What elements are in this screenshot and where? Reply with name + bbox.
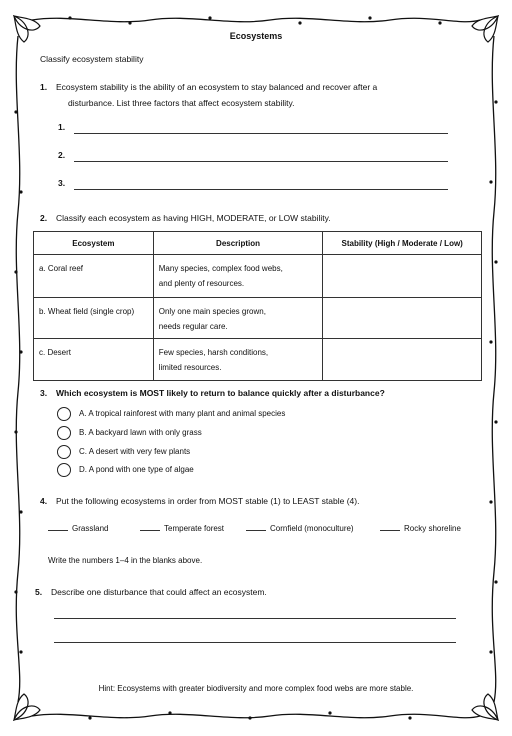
ecosystem-cell: b. Wheat field (single crop) [34,298,154,339]
radio-circle[interactable] [57,407,71,421]
question-text: Describe one disturbance that could affect an ecosystem. [51,587,267,597]
question-5 [35,584,267,600]
description-cell: Many species, complex food webs, and plenty of resources. [153,255,323,298]
table-header-row [34,232,482,255]
stability-answer-cell[interactable] [323,298,482,339]
answer-line[interactable] [74,161,448,162]
ecosystem-cell: a. Coral reef [34,255,154,298]
question-text: Which ecosystem is MOST likely to return to balance quickly after a disturbance? [56,388,385,398]
question-text: Classify each ecosystem as having HIGH, MODERATE, or LOW stability. [56,213,331,223]
order-item-cornfield[interactable]: Cornfield (monoculture) [246,524,354,533]
question-text-continued: disturbance. List three factors that affect ecosystem stability. [68,98,295,108]
order-item-grassland[interactable]: Grassland [48,524,108,533]
question-4 [40,493,359,509]
question-number: 4. [40,496,48,506]
order-blank[interactable] [140,530,160,531]
header-description: Description [153,232,323,255]
order-item-rocky-shoreline[interactable]: Rocky shoreline [380,524,461,533]
question-2 [40,210,331,226]
order-blank[interactable] [48,530,68,531]
question-text: Ecosystem stability is the ability of an ecosystem to stay balanced and recover after a [56,82,378,92]
question-number: 3. [40,388,48,398]
header-stability: Stability (High / Moderate / Low) [323,232,482,255]
radio-circle[interactable] [57,463,71,477]
order-blank[interactable] [380,530,400,531]
header-ecosystem: Ecosystem [34,232,154,255]
worksheet-title: Ecosystems [229,31,283,41]
question-number: 2. [40,213,48,223]
table-row [34,339,482,381]
table-row [34,255,482,298]
ecosystem-table [33,231,482,381]
description-cell: Only one main species grown, needs regular care. [153,298,323,339]
radio-circle[interactable] [57,426,71,440]
instruction-note: Write the numbers 1–4 in the blanks above. [48,556,203,565]
answer-line[interactable] [74,133,448,134]
table-row [34,298,482,339]
answer-line[interactable] [74,189,448,190]
order-item-temperate-forest[interactable]: Temperate forest [140,524,224,533]
question-number: 5. [35,587,43,597]
radio-circle[interactable] [57,445,71,459]
question-3 [40,385,385,401]
order-blank[interactable] [246,530,266,531]
writing-line-2[interactable] [54,642,456,643]
stability-answer-cell[interactable] [323,339,482,381]
answer-blank-1[interactable]: 1. [58,122,65,132]
hint-text: Hint: Ecosystems with greater biodiversity and more complex food webs are more stable. [98,684,414,693]
answer-blank-2[interactable]: 2. [58,150,65,160]
writing-line-1[interactable] [54,618,456,619]
ecosystem-cell: c. Desert [34,339,154,381]
question-text: Put the following ecosystems in order from MOST stable (1) to LEAST stable (4). [56,496,360,506]
answer-blank-3[interactable]: 3. [58,178,65,188]
description-cell: Few species, harsh conditions, limited resources. [153,339,323,381]
worksheet-subtitle: Classify ecosystem stability [40,54,144,64]
stability-answer-cell[interactable] [323,255,482,298]
question-number: 1. [40,82,48,92]
question-1 [40,79,440,111]
